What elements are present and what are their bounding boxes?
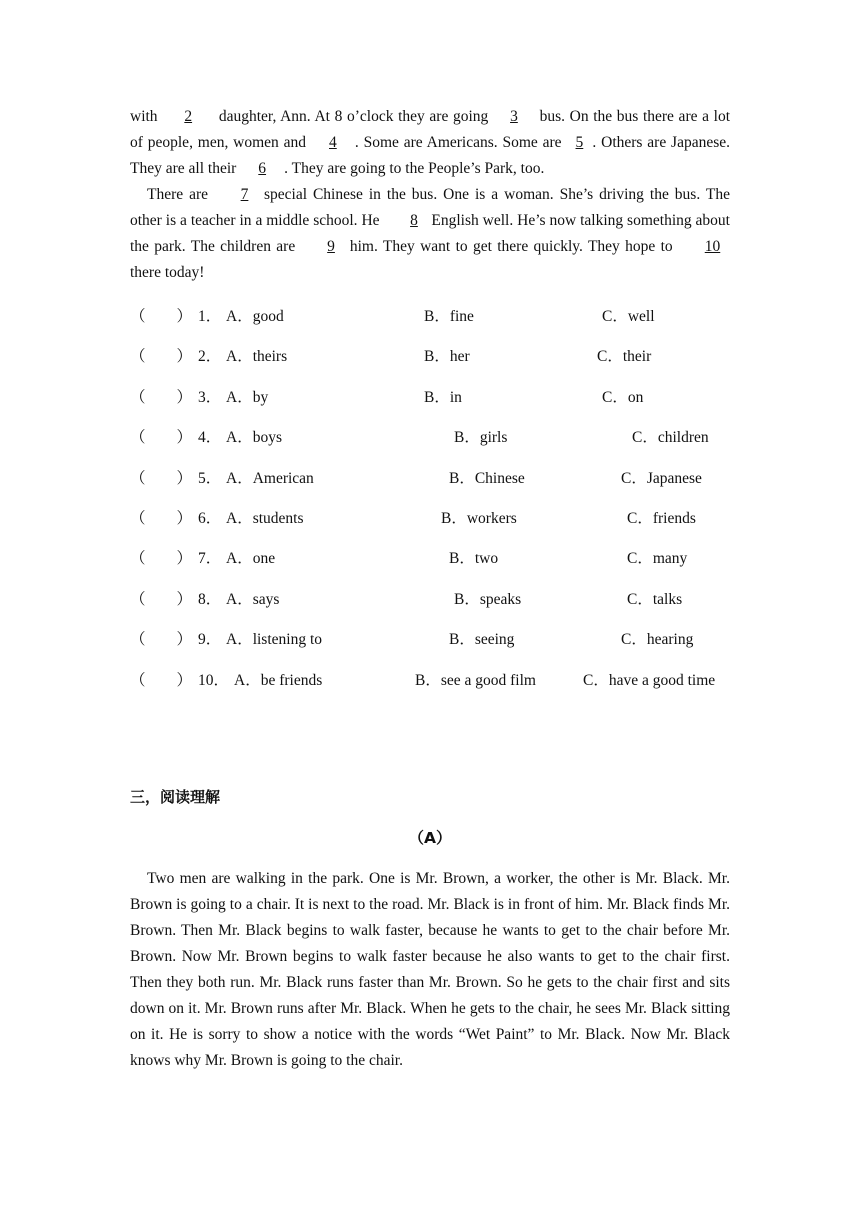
answer-paren: （ ） (130, 631, 193, 649)
blank-8: 8 (410, 212, 418, 229)
option-b: B．girls (454, 429, 508, 447)
option-a: A．boys (226, 429, 282, 447)
text-run: bus. On the bus there are a lot of people, men, women and (130, 108, 731, 151)
question-row (130, 627, 730, 667)
option-c: C．have a good time (583, 671, 716, 689)
option-b: B．Chinese (449, 469, 525, 487)
option-a: A．says (226, 590, 280, 608)
question-number: 2． (198, 348, 222, 366)
cloze-paragraph-1 (130, 104, 730, 182)
question-list (130, 304, 730, 708)
reading-paragraph: Two men are walking in the park. One is Mr. Brown, a worker, the other is Mr. Black. Mr. Brown is going to a chair. It is next to the road. Mr. Black is in front of him. Mr. Black finds Mr. Brown. Then Mr. Black begins to walk faster, because he wants to get to the chair before Mr. Brown. Now Mr. Brown begins to walk faster because he also wants to get to the chair first. Then they both run. Mr. Black runs faster than Mr. Brown. So he gets to the chair first and sits down on it. Mr. Brown runs after Mr. Black. When he gets to the chair, he sees Mr. Black sitting on it. He is sorry to show a notice with the words “Wet Paint” to Mr. Black. Now Mr. Black knows why Mr. Brown is going to the chair. (130, 870, 730, 1069)
option-a: A．American (226, 469, 314, 487)
option-c: C．many (627, 550, 688, 568)
text-run: . Some are Americans. Some are (354, 134, 567, 151)
blank-6: 6 (258, 160, 267, 177)
option-a: A．students (226, 509, 304, 527)
text-run: him. They want to get there quickly. They hope to (344, 238, 678, 255)
blank-7: 7 (240, 186, 249, 203)
question-number: 8． (198, 590, 222, 608)
option-b: B．her (424, 348, 470, 366)
blank-4: 4 (329, 134, 337, 151)
option-b: B．fine (424, 308, 474, 325)
question-number: 7． (198, 550, 222, 568)
cloze-paragraph-2 (130, 182, 730, 286)
question-row (130, 506, 730, 546)
answer-paren: （ ） (130, 429, 193, 447)
answer-paren: （ ） (130, 348, 193, 366)
reading-passage (130, 866, 730, 1074)
option-c: C．their (597, 348, 652, 366)
option-a: A．good (226, 308, 284, 325)
blank-5: 5 (575, 134, 584, 151)
question-number: 6． (198, 509, 222, 527)
answer-paren: （ ） (130, 590, 193, 608)
answer-paren: （ ） (130, 509, 193, 527)
option-a: A．theirs (226, 348, 288, 366)
option-a: A．listening to (226, 631, 323, 649)
question-number: 9． (198, 631, 222, 649)
option-a: A．one (226, 550, 276, 568)
option-b: B．seeing (449, 631, 515, 649)
blank-10: 10 (704, 238, 721, 255)
option-b: B．see a good film (415, 671, 536, 689)
blank-2: 2 (184, 108, 193, 125)
answer-paren: （ ） (130, 671, 193, 689)
option-c: C．talks (627, 590, 683, 608)
option-b: B．speaks (454, 590, 522, 608)
question-number: 1． (198, 308, 222, 325)
cloze-passage (130, 104, 730, 708)
blank-3: 3 (510, 108, 518, 125)
option-b: B．in (424, 388, 462, 406)
question-number: 3． (198, 388, 222, 406)
answer-paren: （ ） (130, 550, 193, 568)
text-run: There are (147, 186, 214, 203)
option-c: C．Japanese (621, 469, 702, 487)
question-row (130, 304, 730, 344)
question-number: 4． (198, 429, 222, 447)
blank-9: 9 (327, 238, 335, 255)
question-row (130, 344, 730, 384)
option-c: C．children (632, 429, 709, 447)
option-c: C．well (602, 308, 655, 325)
question-row (130, 466, 730, 506)
text-run: . Others are Japanese. They are all their (130, 134, 730, 177)
text-run: with (130, 108, 163, 125)
option-b: B．two (449, 550, 499, 568)
text-run: English well. He’s now talking something about the park. The children are (130, 212, 730, 255)
answer-paren: （ ） (130, 388, 193, 406)
answer-paren: （ ） (130, 469, 193, 487)
option-c: C．friends (627, 509, 696, 527)
question-row (130, 587, 730, 627)
question-row (130, 668, 730, 708)
text-run: daughter, Ann. At 8 o’clock they are going (214, 108, 493, 125)
text-run: . They are going to the People’s Park, too. (284, 160, 545, 177)
passage-label: （A） (408, 829, 452, 847)
question-number: 10． (198, 671, 230, 689)
text-run: there today! (130, 264, 205, 281)
question-row (130, 425, 730, 465)
question-number: 5． (198, 469, 222, 487)
option-b: B．workers (441, 509, 517, 527)
option-a: A．by (226, 388, 269, 406)
question-row (130, 546, 730, 586)
answer-paren: （ ） (130, 308, 193, 325)
option-a: A．be friends (234, 671, 323, 689)
section-title: 三，阅读理解 (130, 788, 221, 806)
question-row (130, 385, 730, 425)
option-c: C．on (602, 388, 644, 406)
text-run: special Chinese in the bus. One is a woman. She’s driving the bus. The other is a teacher in a middle school. He (130, 186, 730, 229)
option-c: C．hearing (621, 631, 694, 649)
